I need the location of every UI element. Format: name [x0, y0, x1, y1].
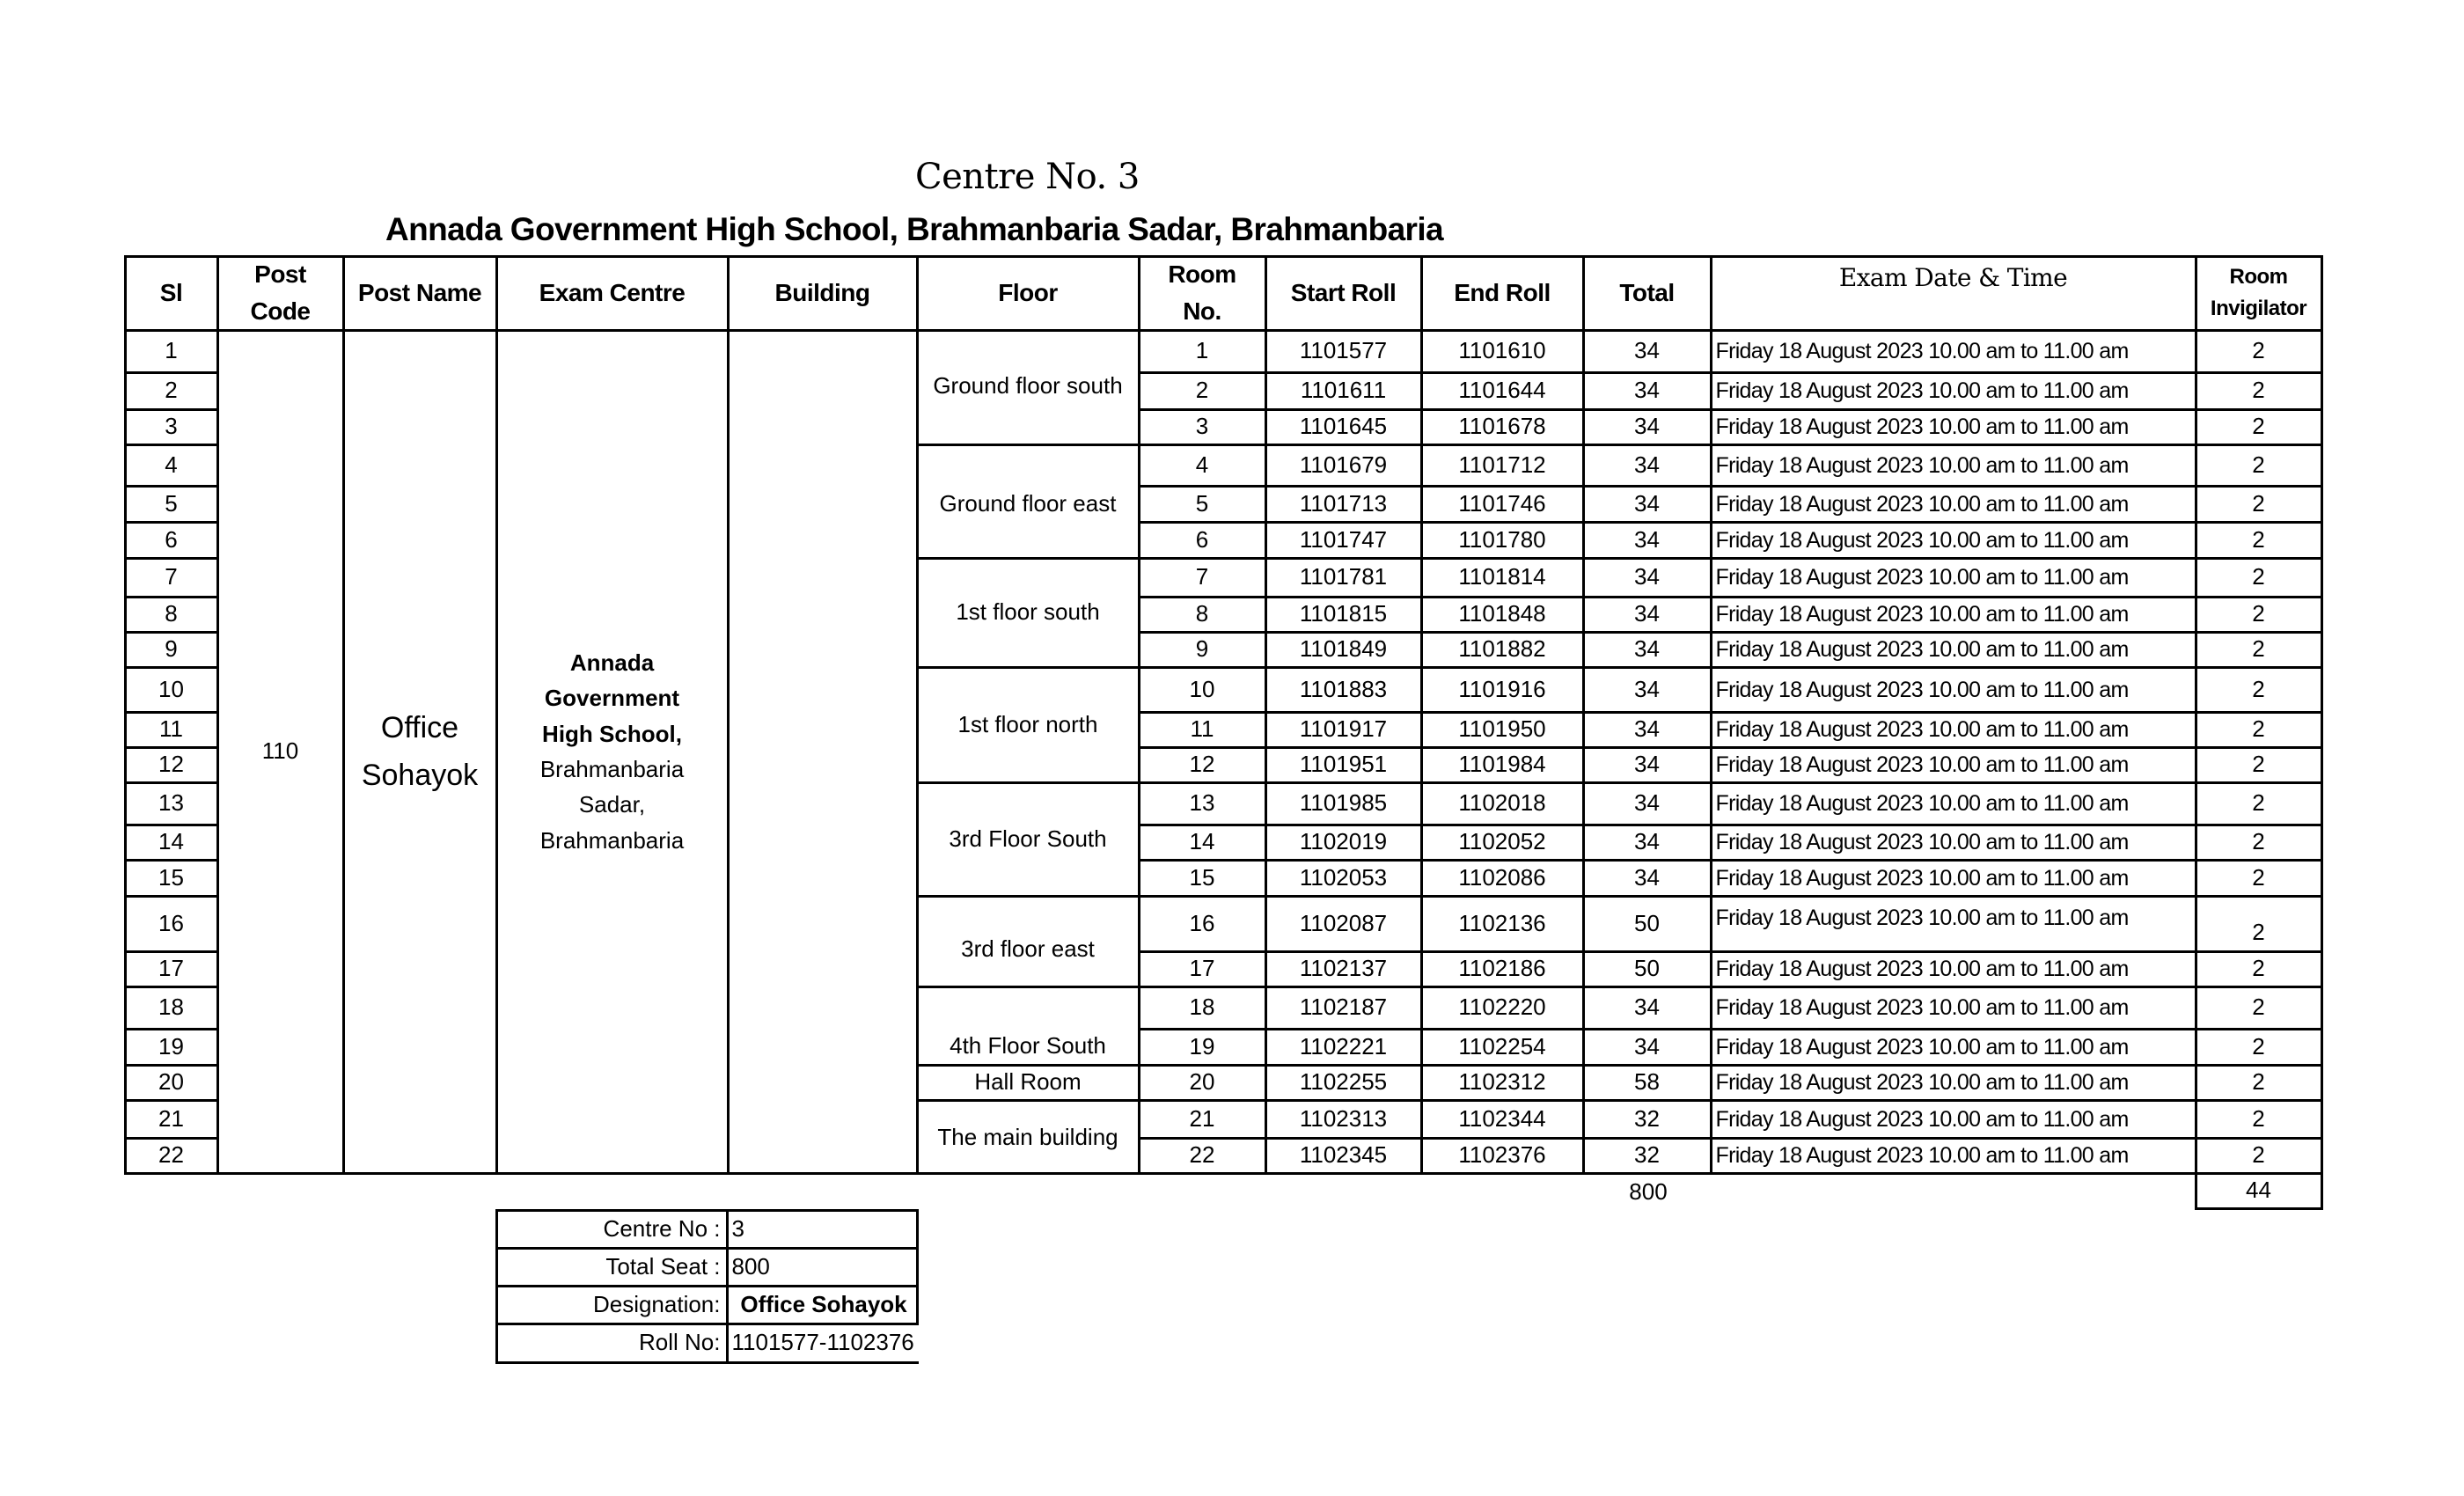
sl-cell: 20: [124, 1064, 219, 1102]
total-cell: 34: [1582, 521, 1712, 560]
start-roll-cell: 1102137: [1265, 950, 1423, 988]
exam-date-cell: Friday 18 August 2023 10.00 am to 11.00 am: [1710, 371, 2197, 411]
start-roll-cell: 1102345: [1265, 1137, 1423, 1175]
start-roll-cell: 1101713: [1265, 485, 1423, 524]
start-roll-cell: 1102187: [1265, 986, 1423, 1030]
total-cell: 58: [1582, 1064, 1712, 1102]
floor-cell: 3rd floor east: [916, 895, 1140, 988]
end-roll-cell: 1101746: [1420, 485, 1585, 524]
sl-cell: 2: [124, 371, 219, 411]
sl-cell: 17: [124, 950, 219, 988]
page-title: Centre No. 3: [915, 157, 1140, 197]
total-cell: 34: [1582, 485, 1712, 524]
end-roll-cell: 1101780: [1420, 521, 1585, 560]
total-cell: 50: [1582, 895, 1712, 953]
total-cell: 34: [1582, 986, 1712, 1030]
summary-value: Office Sohayok: [726, 1285, 919, 1325]
exam-date-cell: Friday 18 August 2023 10.00 am to 11.00 am: [1710, 1064, 2197, 1102]
exam-date-cell: Friday 18 August 2023 10.00 am to 11.00 am: [1710, 408, 2197, 446]
exam-date-cell: Friday 18 August 2023 10.00 am to 11.00 am: [1710, 781, 2197, 826]
total-cell: 34: [1582, 408, 1712, 446]
end-roll-cell: 1102376: [1420, 1137, 1585, 1175]
room-no-cell: 6: [1138, 521, 1267, 560]
exam-centre-cell: [495, 329, 730, 1175]
invigilator-cell: 2: [2195, 711, 2323, 749]
end-roll-cell: 1101916: [1420, 666, 1585, 714]
invigilator-cell: 2: [2195, 1099, 2323, 1140]
exam-date-cell: Friday 18 August 2023 10.00 am to 11.00 am: [1710, 521, 2197, 560]
room-no-cell: 17: [1138, 950, 1267, 988]
total-cell: 34: [1582, 329, 1712, 374]
start-roll-cell: 1101577: [1265, 329, 1423, 374]
sl-cell: 14: [124, 824, 219, 862]
end-roll-cell: 1102018: [1420, 781, 1585, 826]
total-cell: 34: [1582, 596, 1712, 634]
invigilator-cell: 2: [2195, 329, 2323, 374]
start-roll-cell: 1102053: [1265, 859, 1423, 898]
invigilator-cell: 2: [2195, 781, 2323, 826]
start-roll-cell: 1101611: [1265, 371, 1423, 411]
start-roll-cell: 1101917: [1265, 711, 1423, 749]
post-name-cell: Office Sohayok: [342, 329, 498, 1175]
end-roll-cell: 1101848: [1420, 596, 1585, 634]
total-cell: 32: [1582, 1099, 1712, 1140]
sl-cell: 12: [124, 746, 219, 784]
room-no-cell: 2: [1138, 371, 1267, 411]
exam-date-cell: Friday 18 August 2023 10.00 am to 11.00 am: [1710, 859, 2197, 898]
exam-date-cell: Friday 18 August 2023 10.00 am to 11.00 am: [1710, 596, 2197, 634]
invigilator-cell: 2: [2195, 371, 2323, 411]
sl-cell: 22: [124, 1137, 219, 1175]
end-roll-cell: 1102086: [1420, 859, 1585, 898]
start-roll-cell: 1102255: [1265, 1064, 1423, 1102]
header-room-no: Room No.: [1138, 255, 1267, 332]
start-roll-cell: 1101747: [1265, 521, 1423, 560]
invigilator-cell: 2: [2195, 986, 2323, 1030]
room-no-cell: 5: [1138, 485, 1267, 524]
header-end-roll: End Roll: [1420, 255, 1585, 332]
end-roll-cell: 1102136: [1420, 895, 1585, 953]
sl-cell: 9: [124, 631, 219, 669]
invigilator-cell: 2: [2195, 596, 2323, 634]
room-no-cell: 7: [1138, 557, 1267, 598]
summary-value: 800: [726, 1247, 919, 1287]
sl-cell: 11: [124, 711, 219, 749]
invigilator-cell: 2: [2195, 631, 2323, 669]
start-roll-cell: 1101645: [1265, 408, 1423, 446]
invigilator-cell: 2: [2195, 1137, 2323, 1175]
room-no-cell: 14: [1138, 824, 1267, 862]
header-post-code: Post Code: [216, 255, 345, 332]
sl-cell: 1: [124, 329, 219, 374]
room-no-cell: 22: [1138, 1137, 1267, 1175]
floor-cell: 1st floor north: [916, 666, 1140, 784]
header-exam-date-time: Exam Date & Time: [1710, 255, 2197, 332]
start-roll-cell: 1102019: [1265, 824, 1423, 862]
invigilator-cell: 2: [2195, 950, 2323, 988]
end-roll-cell: 1102052: [1420, 824, 1585, 862]
end-roll-cell: 1102312: [1420, 1064, 1585, 1102]
floor-cell: 1st floor south: [916, 557, 1140, 669]
header-post-name: Post Name: [342, 255, 498, 332]
invigilator-cell: 2: [2195, 408, 2323, 446]
total-cell: 34: [1582, 746, 1712, 784]
exam-date-cell: Friday 18 August 2023 10.00 am to 11.00 am: [1710, 666, 2197, 714]
room-no-cell: 3: [1138, 408, 1267, 446]
header-sl: Sl: [124, 255, 219, 332]
page-subtitle: Annada Government High School, Brahmanbaria Sadar, Brahmanbaria: [385, 211, 1444, 247]
total-cell: 34: [1582, 711, 1712, 749]
end-roll-cell: 1101882: [1420, 631, 1585, 669]
room-no-cell: 4: [1138, 444, 1267, 488]
end-roll-cell: 1101610: [1420, 329, 1585, 374]
exam-date-cell: Friday 18 August 2023 10.00 am to 11.00 am: [1710, 711, 2197, 749]
header-room-invigilator: Room Invigilator: [2195, 255, 2323, 332]
header-floor: Floor: [916, 255, 1140, 332]
start-roll-cell: 1102087: [1265, 895, 1423, 953]
floor-cell: Ground floor south: [916, 329, 1140, 446]
exam-date-cell: Friday 18 August 2023 10.00 am to 11.00 am: [1710, 557, 2197, 598]
invigilator-total: 44: [2195, 1172, 2323, 1210]
summary-label: Total Seat :: [495, 1247, 729, 1287]
sl-cell: 10: [124, 666, 219, 714]
start-roll-cell: 1101985: [1265, 781, 1423, 826]
summary-label: Designation:: [495, 1285, 729, 1325]
summary-value: 3: [726, 1209, 919, 1250]
room-no-cell: 20: [1138, 1064, 1267, 1102]
end-roll-cell: 1102220: [1420, 986, 1585, 1030]
exam-date-cell: Friday 18 August 2023 10.00 am to 11.00 am: [1710, 444, 2197, 488]
exam-date-cell: Friday 18 August 2023 10.00 am to 11.00 am: [1710, 824, 2197, 862]
exam-date-cell: Friday 18 August 2023 10.00 am to 11.00 am: [1710, 950, 2197, 988]
floor-cell: Ground floor east: [916, 444, 1140, 560]
total-cell: 50: [1582, 950, 1712, 988]
room-no-cell: 19: [1138, 1028, 1267, 1067]
exam-date-cell: Friday 18 August 2023 10.00 am to 11.00 am: [1710, 895, 2197, 953]
total-cell: 34: [1582, 557, 1712, 598]
room-no-cell: 16: [1138, 895, 1267, 953]
summary-label: Roll No:: [495, 1323, 729, 1364]
invigilator-cell: 2: [2195, 1064, 2323, 1102]
summary-value: 1101577-1102376: [726, 1323, 919, 1364]
exam-centre-name: Annada Government High School,: [542, 649, 682, 747]
sl-cell: 16: [124, 895, 219, 953]
start-roll-cell: 1102313: [1265, 1099, 1423, 1140]
room-no-cell: 21: [1138, 1099, 1267, 1140]
summary-label: Centre No :: [495, 1209, 729, 1250]
end-roll-cell: 1101678: [1420, 408, 1585, 446]
room-no-cell: 1: [1138, 329, 1267, 374]
floor-cell: 4th Floor South: [916, 986, 1140, 1067]
header-exam-centre: Exam Centre: [495, 255, 730, 332]
start-roll-cell: 1101781: [1265, 557, 1423, 598]
exam-date-cell: Friday 18 August 2023 10.00 am to 11.00 am: [1710, 329, 2197, 374]
total-cell: 34: [1582, 781, 1712, 826]
invigilator-cell: 2: [2195, 557, 2323, 598]
room-no-cell: 10: [1138, 666, 1267, 714]
room-no-cell: 13: [1138, 781, 1267, 826]
exam-date-cell: Friday 18 August 2023 10.00 am to 11.00 am: [1710, 1137, 2197, 1175]
end-roll-cell: 1102344: [1420, 1099, 1585, 1140]
invigilator-cell: 2: [2195, 521, 2323, 560]
invigilator-cell: 2: [2195, 824, 2323, 862]
end-roll-cell: 1102254: [1420, 1028, 1585, 1067]
floor-cell: The main building: [916, 1099, 1140, 1175]
start-roll-cell: 1101679: [1265, 444, 1423, 488]
sl-cell: 18: [124, 986, 219, 1030]
total-cell: 34: [1582, 444, 1712, 488]
building-cell: [727, 329, 919, 1175]
start-roll-cell: 1101883: [1265, 666, 1423, 714]
exam-date-cell: Friday 18 August 2023 10.00 am to 11.00 am: [1710, 631, 2197, 669]
start-roll-cell: 1101951: [1265, 746, 1423, 784]
sl-cell: 5: [124, 485, 219, 524]
invigilator-cell: 2: [2195, 485, 2323, 524]
room-no-cell: 12: [1138, 746, 1267, 784]
end-roll-cell: 1102186: [1420, 950, 1585, 988]
exam-date-cell: Friday 18 August 2023 10.00 am to 11.00 am: [1710, 1028, 2197, 1067]
invigilator-cell: 2: [2195, 1028, 2323, 1067]
room-no-cell: 8: [1138, 596, 1267, 634]
sl-cell: 13: [124, 781, 219, 826]
header-building: Building: [727, 255, 919, 332]
start-roll-cell: 1102221: [1265, 1028, 1423, 1067]
end-roll-cell: 1101950: [1420, 711, 1585, 749]
floor-cell: Hall Room: [916, 1064, 1140, 1102]
end-roll-cell: 1101712: [1420, 444, 1585, 488]
room-no-cell: 9: [1138, 631, 1267, 669]
total-cell: 34: [1582, 859, 1712, 898]
total-cell: 34: [1582, 1028, 1712, 1067]
invigilator-cell: 2: [2195, 444, 2323, 488]
floor-cell: 3rd Floor South: [916, 781, 1140, 898]
invigilator-cell: 2: [2195, 746, 2323, 784]
total-cell: 34: [1582, 824, 1712, 862]
total-cell: 34: [1582, 666, 1712, 714]
exam-date-cell: Friday 18 August 2023 10.00 am to 11.00 am: [1710, 1099, 2197, 1140]
total-cell: 34: [1582, 371, 1712, 411]
sl-cell: 21: [124, 1099, 219, 1140]
invigilator-cell: 2: [2195, 666, 2323, 714]
post-code-cell: 110: [216, 329, 345, 1175]
sl-cell: 3: [124, 408, 219, 446]
total-cell: 32: [1582, 1137, 1712, 1175]
sl-cell: 7: [124, 557, 219, 598]
header-total: Total: [1582, 255, 1712, 332]
sl-cell: 8: [124, 596, 219, 634]
start-roll-cell: 1101849: [1265, 631, 1423, 669]
sl-cell: 15: [124, 859, 219, 898]
end-roll-cell: 1101814: [1420, 557, 1585, 598]
sl-cell: 19: [124, 1028, 219, 1067]
end-roll-cell: 1101984: [1420, 746, 1585, 784]
header-start-roll: Start Roll: [1265, 255, 1423, 332]
sl-cell: 6: [124, 521, 219, 560]
start-roll-cell: 1101815: [1265, 596, 1423, 634]
exam-centre-location: Brahmanbaria Sadar, Brahmanbaria: [539, 756, 685, 854]
exam-date-cell: Friday 18 August 2023 10.00 am to 11.00 am: [1710, 986, 2197, 1030]
room-no-cell: 11: [1138, 711, 1267, 749]
total-cell: 34: [1582, 631, 1712, 669]
exam-date-cell: Friday 18 August 2023 10.00 am to 11.00 am: [1710, 485, 2197, 524]
end-roll-cell: 1101644: [1420, 371, 1585, 411]
invigilator-cell: 2: [2195, 859, 2323, 898]
invigilator-cell: 2: [2195, 895, 2323, 953]
room-no-cell: 18: [1138, 986, 1267, 1030]
exam-date-cell: Friday 18 August 2023 10.00 am to 11.00 am: [1710, 746, 2197, 784]
sl-cell: 4: [124, 444, 219, 488]
grand-total: 800: [1629, 1177, 1668, 1205]
room-no-cell: 15: [1138, 859, 1267, 898]
